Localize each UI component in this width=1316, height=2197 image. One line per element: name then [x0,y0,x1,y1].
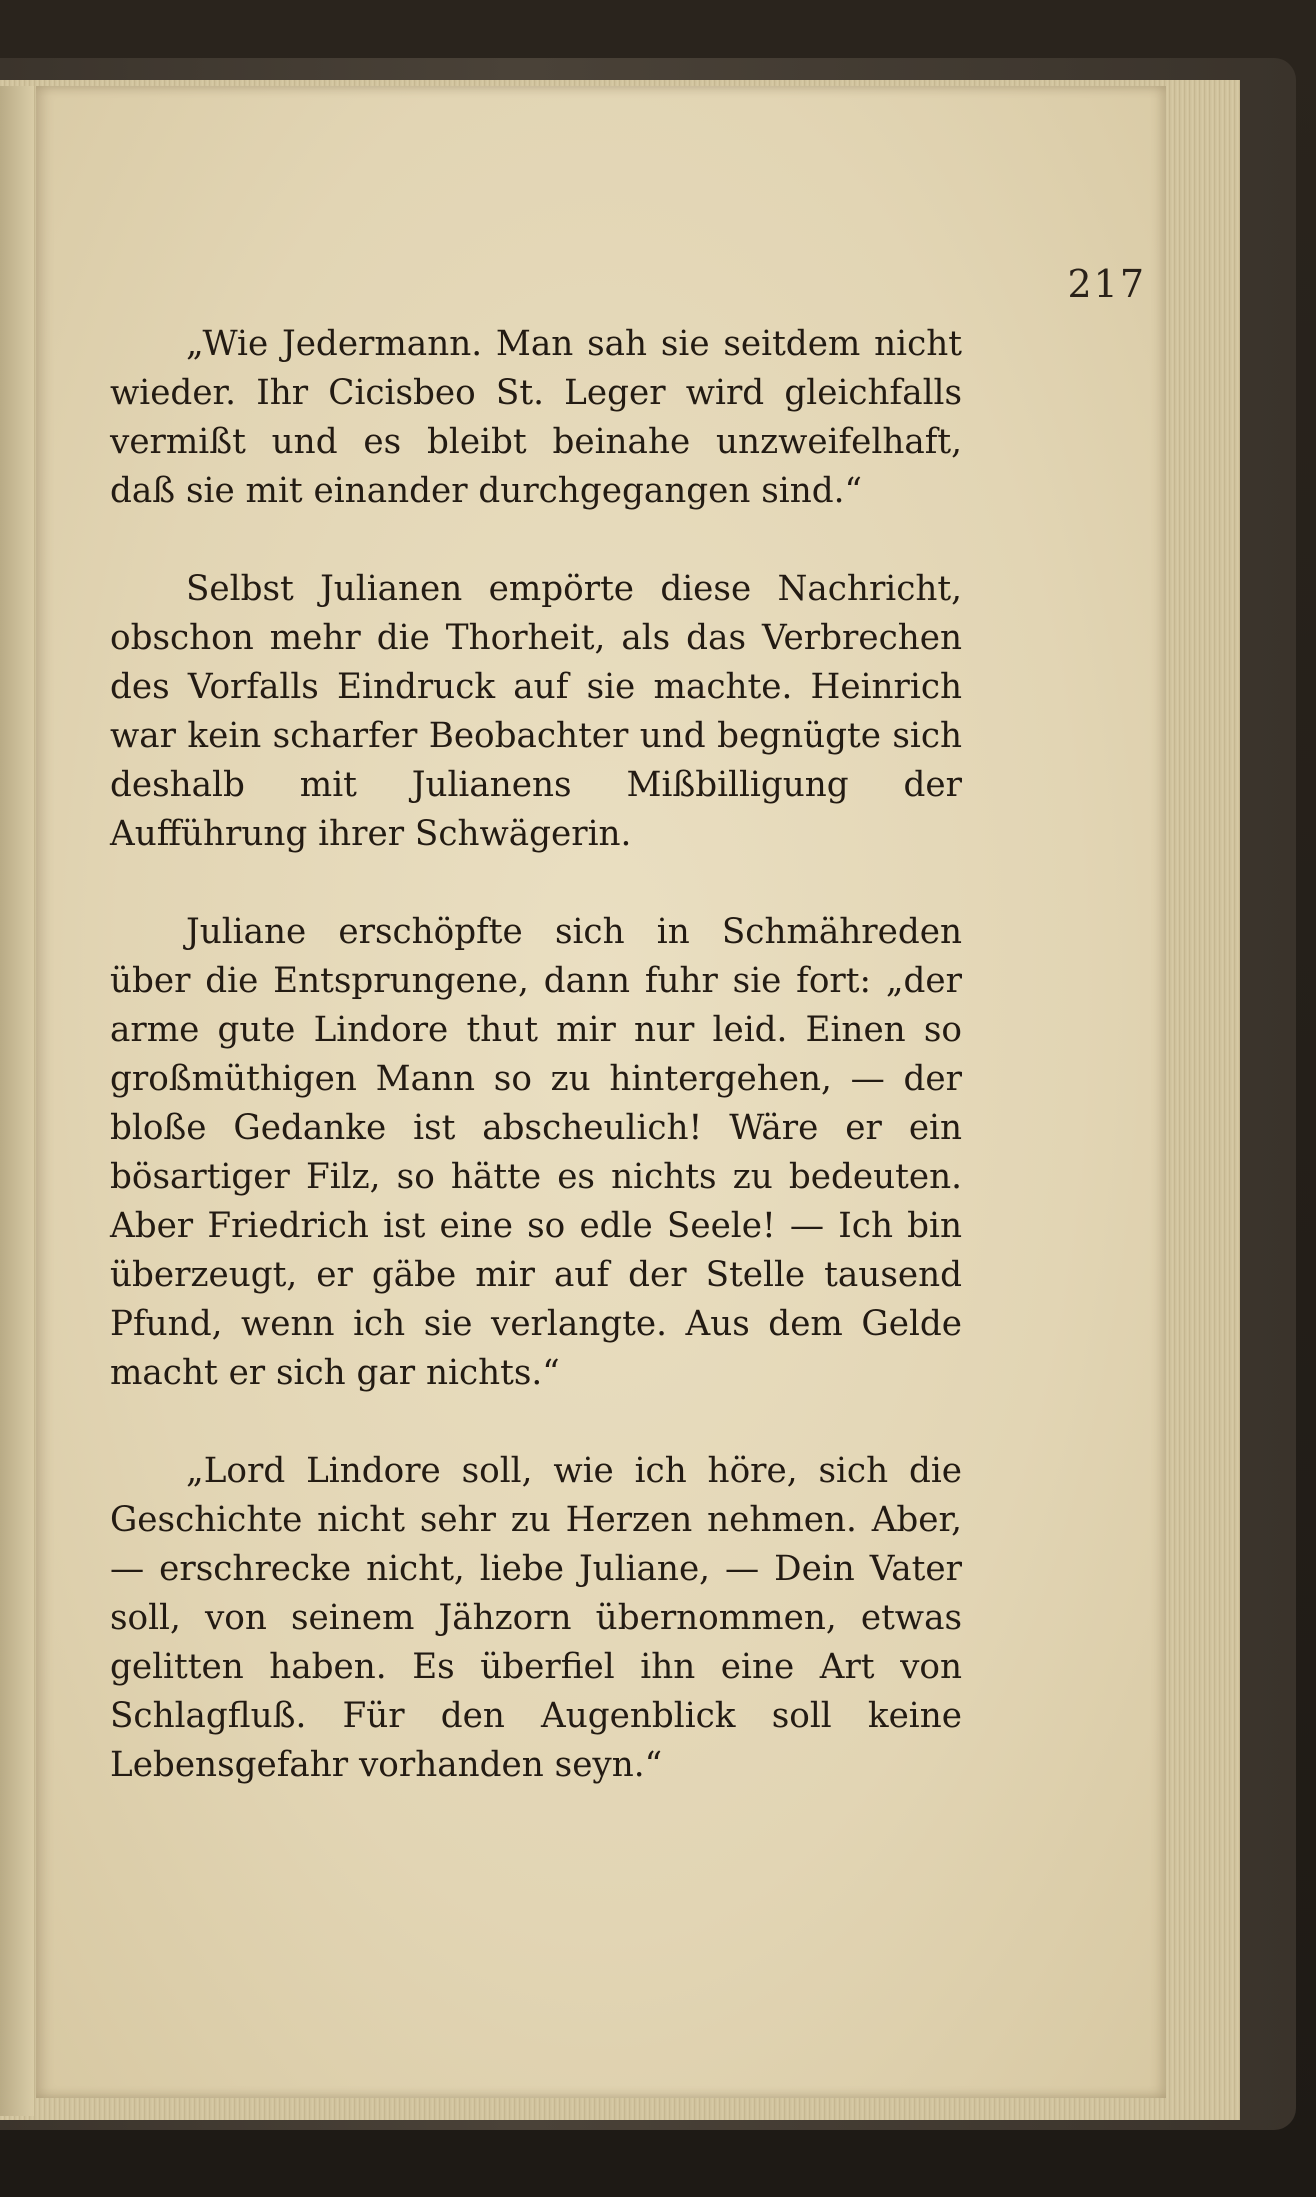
paragraph-3: Juliane erschöpfte sich in Schmähreden über die Entsprungene, dann fuhr sie fort: „der arme gute Lindore thut mir nur leid. Einen so großmüthigen Mann so zu hintergehen, — der bloße Gedanke ist abscheulich! Wäre er ein bösartiger Filz, so hätte es nichts zu bedeuten. Aber Friedrich ist eine so edle Seele! — Ich bin überzeugt, er gäbe mir auf der Stelle tausend Pfund, wenn ich sie verlangte. Aus dem Gelde macht er sich gar nichts.“ [110,912,962,1393]
page-text [110,320,962,1790]
facing-page-edge [0,86,34,2116]
paragraph-4: „Lord Lindore soll, wie ich höre, sich die Geschichte nicht sehr zu Herzen nehmen. Aber, — erschrecke nicht, liebe Juliane, — Dein Vater soll, von seinem Jähzorn übernommen, etwas gelitten haben. Es überfiel ihn eine Art von Schlagfluß. Für den Augenblick soll keine Lebensgefahr vorhanden seyn.“ [110,1451,962,1785]
paragraph-1: „Wie Jedermann. Man sah sie seitdem nicht wieder. Ihr Cicisbeo St. Leger wird gleichfalls vermißt und es bleibt beinahe unzweifelhaft, daß sie mit einander durchgegangen sind.“ [110,324,962,511]
page-number: 217 [1067,262,1146,306]
paragraph-2: Selbst Julianen empörte diese Nachricht, obschon mehr die Thorheit, als das Verbrechen des Vorfalls Eindruck auf sie machte. Heinrich war kein scharfer Beobachter und begnügte sich deshalb mit Julianens Mißbilligung der Aufführung ihrer Schwägerin. [110,569,962,854]
